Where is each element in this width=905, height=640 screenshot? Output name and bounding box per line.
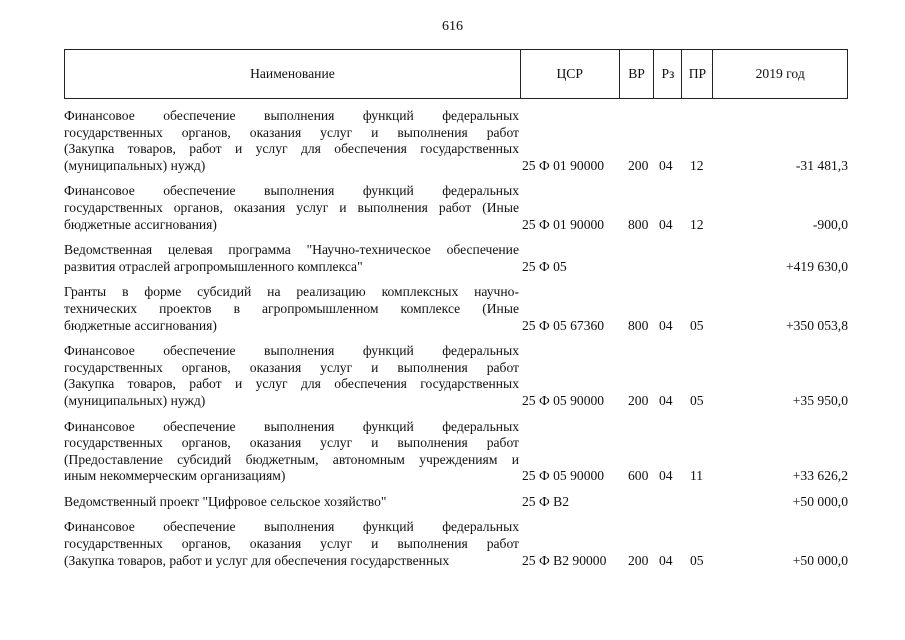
column-header-pr: ПР — [682, 50, 713, 98]
row-name-line: государственных органов, оказания услуг и выполнения работ — [64, 359, 519, 375]
row-name-line: государственных органов, оказания услуг и выполнения работ — [64, 435, 519, 451]
row-csr: 25 Ф В2 90000 — [522, 552, 607, 568]
row-name-line: иным некоммерческим организациям) — [64, 468, 286, 484]
row-name — [64, 494, 519, 511]
row-pr: 05 — [690, 317, 704, 333]
column-header-name: Наименование — [65, 50, 521, 98]
row-name — [64, 519, 519, 569]
table-header — [64, 49, 848, 99]
table-row — [64, 108, 854, 174]
row-name-line: государственных органов, оказания услуг и выполнения работ — [64, 536, 519, 552]
row-vr: 800 — [628, 216, 649, 232]
column-header-year: 2019 год — [755, 66, 805, 81]
row-csr: 25 Ф 01 90000 — [522, 216, 605, 232]
page-number: 616 — [442, 19, 463, 34]
row-name-line: (Закупка товаров, работ и услуг для обеспечения государственных — [64, 552, 450, 568]
table-row — [64, 284, 854, 334]
row-name-line: Финансовое обеспечение выполнения функций федеральных — [64, 418, 519, 434]
row-name — [64, 242, 519, 275]
row-vr: 200 — [628, 392, 649, 408]
row-pr: 12 — [690, 157, 704, 173]
row-pr: 11 — [690, 468, 704, 484]
row-rz: 04 — [659, 552, 673, 568]
row-csr: 25 Ф 05 67360 — [522, 317, 605, 333]
row-amount: +50 000,0 — [792, 552, 848, 568]
row-rz: 04 — [659, 157, 673, 173]
row-csr: 25 Ф 05 — [522, 258, 567, 274]
row-name-line: (муниципальных) нужд) — [64, 157, 206, 173]
row-amount: -31 481,3 — [795, 157, 848, 173]
row-name-line: развития отраслей агропромышленного комплекса" — [64, 258, 363, 274]
row-name — [64, 183, 519, 233]
row-pr: 05 — [690, 552, 704, 568]
table-body — [64, 108, 854, 578]
row-amount: +419 630,0 — [785, 258, 848, 274]
row-name-line: технических проектов в агропромышленном комплексе (Иные — [64, 300, 519, 316]
row-amount: +33 626,2 — [792, 468, 848, 484]
table-row — [64, 242, 854, 275]
row-name — [64, 343, 519, 409]
row-amount: +350 053,8 — [785, 317, 848, 333]
row-name-line: Ведомственный проект "Цифровое сельское хозяйство" — [64, 493, 387, 509]
table-row — [64, 183, 854, 233]
row-rz: 04 — [659, 216, 673, 232]
row-vr: 800 — [628, 317, 649, 333]
row-name-line: (Закупка товаров, работ и услуг для обеспечения государственных — [64, 141, 519, 157]
row-vr: 200 — [628, 552, 649, 568]
row-name-line: Финансовое обеспечение выполнения функций федеральных — [64, 343, 519, 359]
row-amount: -900,0 — [812, 216, 848, 232]
row-amount: +50 000,0 — [792, 493, 848, 509]
row-name — [64, 419, 519, 485]
row-csr: 25 Ф 01 90000 — [522, 157, 605, 173]
table-row — [64, 343, 854, 409]
row-csr: 25 Ф 05 90000 — [522, 392, 605, 408]
row-name-line: (Закупка товаров, работ и услуг для обеспечения государственных — [64, 376, 519, 392]
row-csr: 25 Ф 05 90000 — [522, 468, 605, 484]
row-name — [64, 284, 519, 334]
row-name-line: бюджетные ассигнования) — [64, 216, 217, 232]
row-vr: 200 — [628, 157, 649, 173]
row-rz: 04 — [659, 392, 673, 408]
row-name-line: бюджетные ассигнования) — [64, 317, 217, 333]
row-amount: +35 950,0 — [792, 392, 848, 408]
row-pr: 12 — [690, 216, 704, 232]
column-header-vr: ВР — [620, 50, 655, 98]
table-row — [64, 494, 854, 511]
row-name-line: Ведомственная целевая программа "Научно-техническое обеспечение — [64, 242, 519, 258]
column-header-rz: Рз — [654, 50, 682, 98]
row-name — [64, 108, 519, 174]
row-vr: 600 — [628, 468, 649, 484]
row-name-line: (муниципальных) нужд) — [64, 392, 206, 408]
column-header-csr: ЦСР — [521, 50, 620, 98]
row-rz: 04 — [659, 317, 673, 333]
table-row — [64, 519, 854, 569]
row-name-line: Финансовое обеспечение выполнения функций федеральных — [64, 183, 519, 199]
row-name-line: Финансовое обеспечение выполнения функций федеральных — [64, 108, 519, 123]
row-name-line: Гранты в форме субсидий на реализацию комплексных научно- — [64, 284, 519, 300]
table-row — [64, 419, 854, 485]
row-name-line: Финансовое обеспечение выполнения функций федеральных — [64, 519, 519, 535]
row-csr: 25 Ф В2 — [522, 493, 569, 509]
row-name-line: (Предоставление субсидий бюджетным, автономным учреждениям и — [64, 451, 519, 467]
row-name-line: государственных органов, оказания услуг и выполнения работ — [64, 124, 519, 140]
row-rz: 04 — [659, 468, 673, 484]
row-pr: 05 — [690, 392, 704, 408]
row-name-line: государственных органов, оказания услуг и выполнения работ (Иные — [64, 199, 519, 215]
